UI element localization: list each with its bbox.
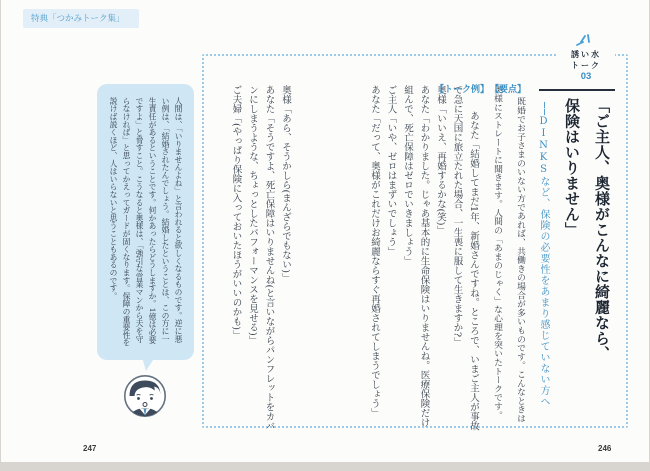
commentary-bubble-text: 人間は、「いりませんよね」と言われると欲しくなるものです。逆に悪い例は、「結婚されたんでしょう。結婚したということは、この方に一生責任があるということです。何かあったらどうしますか。1億は必要ですよ」と脅すこと。こうなると奥様は、「強引な営業マンから夫を守らなければ」と思ってかえってガードが固くなります。保障の重要性を説けば説くほど、人はいらないと思うこともあるのです。: [109, 97, 183, 347]
dialogue-line: あなた「だって、奥様がこれだけお綺麗ならすぐ再婚されてしまうでしょう」: [369, 85, 380, 418]
dialogue-line: ご夫婦「(やっぱり保険に入っておいたほうがいいのかも)」: [230, 85, 242, 340]
sparkle-icon: [573, 34, 595, 49]
subtitle-rest: など、保険の必要性をあまり感じていない方へ: [538, 176, 549, 408]
dialogue-line: ご主人「いや、ゼロはまずいでしょう」: [385, 85, 397, 256]
dialogue-line: 奥様「あら、そうかしら(まんざらでもない)」: [280, 85, 291, 283]
title-rule: [539, 89, 615, 91]
subtitle-dash: ──: [538, 102, 549, 117]
bubble-tail: [142, 357, 155, 371]
index-tab-line1: 誘い水: [571, 50, 601, 59]
key-point-label: 【要点】: [490, 84, 527, 94]
book-spread: [1, 0, 649, 462]
talk-index-tab: [557, 34, 615, 88]
index-tab-number: 03: [580, 71, 592, 82]
dialogue-group-a: [361, 85, 481, 433]
page-number-right: 246: [598, 444, 612, 453]
dialogue-group-b: [211, 85, 293, 433]
index-tab-line2: トーク: [571, 60, 601, 70]
page-number-left: 247: [83, 444, 97, 453]
talk-title: 「ご主人、奥様がこんなに綺麗なら、保険はいりません」: [563, 98, 611, 362]
talk-example-label: 【トーク例】: [435, 84, 490, 94]
dialogue-line: あなた「そうですよ、死亡保障はいりませんね(と言いながらパンフレットをカバンにしまうような、ちょっとしたパフォーマンスを見せる)」: [247, 85, 275, 431]
booklet-title-tab: 特典「つかみトーク集」: [23, 9, 139, 28]
salesman-avatar-icon: [123, 374, 167, 418]
commentary-bubble: [97, 84, 194, 360]
dialogue-line: 奥様「いいえ、再婚するかな(笑)」: [435, 85, 446, 235]
dialogue-line: あなた「結婚してまだ1年、新婚さんですね。ところで、いまご主人が事故で急に天国に旅立たれた場合、一生喪に服して生きますか?」: [451, 85, 479, 431]
dialogue-line: あなた「わかりました。じゃあ基本的に生命保険はいりませんね。医療保険だけ組んで、死亡保障はゼロでいきましょう」: [402, 85, 430, 427]
talk-subtitle: [537, 102, 550, 447]
subtitle-acronym: DINKS: [538, 116, 549, 177]
key-point-text: 既婚でお子さまのいない方であれば、共働きの場合が多いものです。こんなときは奥様にストレートに聞きます。人間の「あまのじゃく」な心理を突いたトークです。: [492, 85, 525, 423]
